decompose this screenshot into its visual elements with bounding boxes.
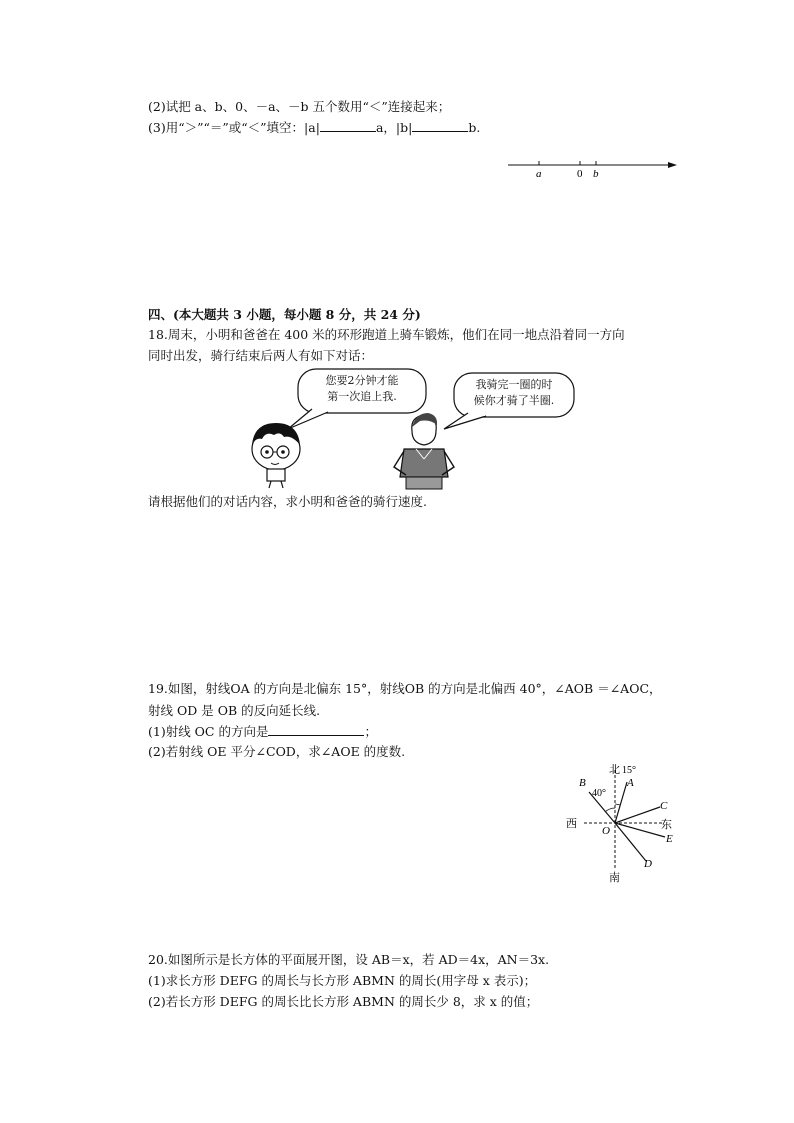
label-C: C xyxy=(660,800,668,812)
answer-blank[interactable] xyxy=(412,119,468,132)
q19-part1-prefix: (1)射线 OC 的方向是 xyxy=(148,724,269,739)
section-heading: 四、(本大题共 3 小题，每小题 8 分，共 24 分) xyxy=(148,307,421,322)
bubble-left-line1: 您要2分钟才能 xyxy=(325,374,399,387)
bubble-right-line2: 候你才骑了半圈. xyxy=(473,394,555,407)
label-south: 南 xyxy=(609,872,620,884)
q19-part1-suffix: ； xyxy=(364,724,377,739)
q20-part1: (1)求长方形 DEFG 的周长与长方形 ABMN 的周长(用字母 x 表示)； xyxy=(148,973,537,988)
label-E: E xyxy=(666,833,673,845)
q18-question: 请根据他们的对话内容，求小明和爸爸的骑行速度. xyxy=(148,494,427,509)
label-O: O xyxy=(602,825,610,837)
label-B: B xyxy=(579,777,586,789)
label-D: D xyxy=(644,858,652,870)
label-A: A xyxy=(627,777,634,789)
label-north: 北 xyxy=(609,764,620,776)
label-b: b xyxy=(593,168,599,180)
label-15deg: 15° xyxy=(622,765,636,776)
bubble-left-line2: 第一次追上我. xyxy=(327,390,397,403)
ray-OC xyxy=(615,807,660,823)
q19-part2: (2)若射线 OE 平分∠COD，求∠AOE 的度数. xyxy=(148,744,406,759)
q17-part3-prefix: (3)用“＞”“＝”或“＜”填空：|a| xyxy=(148,120,320,135)
answer-blank[interactable] xyxy=(268,723,364,736)
answer-blank[interactable] xyxy=(320,119,376,132)
label-a: a xyxy=(536,168,542,180)
bubble-right-text xyxy=(454,377,574,409)
q17-part3 xyxy=(148,119,480,136)
q18-line2: 同时出发，骑行结束后两人有如下对话： xyxy=(148,348,374,363)
ray-OA xyxy=(615,782,627,823)
boy-figure xyxy=(252,423,300,488)
label-0: 0 xyxy=(577,168,583,180)
compass-diagram xyxy=(560,760,690,888)
q18-line1: 18.周末，小明和爸爸在 400 米的环形跑道上骑车锻炼，他们在同一地点沿着同一方向 xyxy=(148,327,625,342)
bubble-left-text xyxy=(298,373,426,405)
q19-line1: 19.如图，射线OA 的方向是北偏东 15°，射线OB 的方向是北偏西 40°，∠AOB ＝∠AOC， xyxy=(148,681,662,696)
q19-part1 xyxy=(148,723,377,740)
q17-part3-mid: a，|b| xyxy=(375,120,413,135)
q17-part3-end: b. xyxy=(468,120,481,135)
number-line xyxy=(505,155,685,185)
q19-line2: 射线 OD 是 OB 的反向延长线. xyxy=(148,703,321,718)
q17-part2: (2)试把 a、b、0、－a、－b 五个数用“＜”连接起来； xyxy=(148,99,451,114)
father-figure xyxy=(394,413,454,489)
ray-OD xyxy=(615,823,646,861)
q20-part2: (2)若长方形 DEFG 的周长比长方形 ABMN 的周长少 8，求 x 的值； xyxy=(148,994,539,1009)
label-east: 东 xyxy=(661,819,672,831)
bubble-right-line1: 我骑完一圈的时 xyxy=(475,378,553,391)
label-40deg: 40° xyxy=(592,788,606,799)
ray-OE xyxy=(615,823,665,837)
label-west: 西 xyxy=(566,818,577,830)
q20-line1: 20.如图所示是长方体的平面展开图，设 AB＝x，若 AD＝4x，AN＝3x. xyxy=(148,952,550,967)
